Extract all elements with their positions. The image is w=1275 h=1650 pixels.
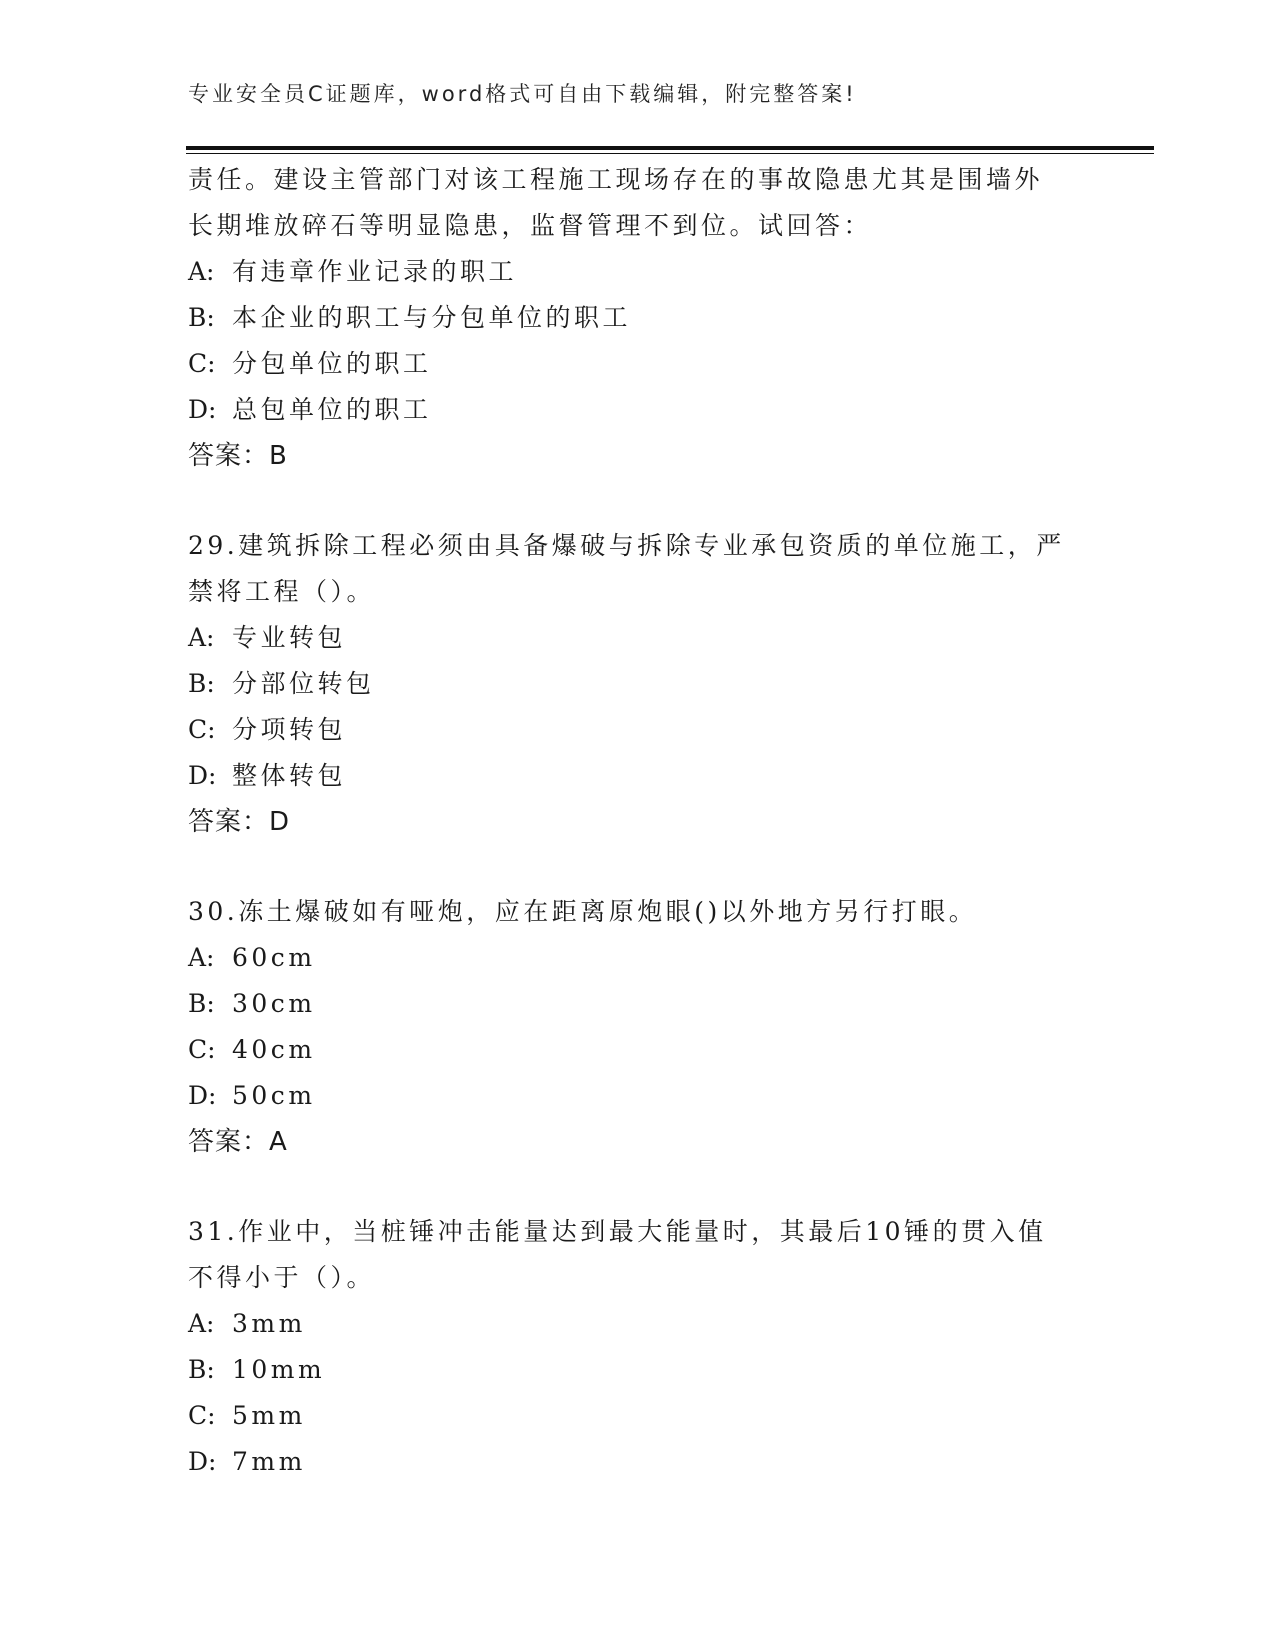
option-text: 有违章作业记录的职工: [232, 257, 518, 286]
option-text: 10mm: [232, 1355, 326, 1384]
question-block: [188, 157, 1088, 479]
header-rule-thick: [186, 146, 1154, 150]
option-key: A:: [188, 943, 215, 972]
option-d: [188, 1439, 1088, 1485]
option-text: 7mm: [232, 1447, 306, 1476]
answer-line: 答案：B: [188, 441, 288, 471]
option-key: B:: [188, 1355, 215, 1384]
question-text-line: 禁将工程（）。: [188, 577, 376, 606]
question-content: [188, 157, 1088, 1485]
spacer: [188, 479, 1088, 523]
option-c: [188, 707, 1088, 753]
spacer: [188, 1165, 1088, 1209]
option-text: 60cm: [232, 943, 316, 972]
option-text: 5mm: [232, 1401, 306, 1430]
option-text: 3mm: [232, 1309, 306, 1338]
answer-line: 答案：D: [188, 807, 291, 837]
option-text: 40cm: [232, 1035, 316, 1064]
option-key: A:: [188, 257, 215, 286]
option-text: 本企业的职工与分包单位的职工: [232, 303, 632, 332]
option-a: [188, 249, 1088, 295]
option-text: 30cm: [232, 989, 316, 1018]
option-text: 分包单位的职工: [232, 349, 432, 378]
option-text: 50cm: [232, 1081, 316, 1110]
option-key: D:: [188, 1447, 217, 1476]
question-text-line: 责任。建设主管部门对该工程施工现场存在的事故隐患尤其是围墙外: [188, 165, 1044, 194]
option-c: [188, 341, 1088, 387]
option-a: [188, 935, 1088, 981]
option-d: [188, 1073, 1088, 1119]
question-text-line: 不得小于（）。: [188, 1263, 376, 1292]
option-a: [188, 615, 1088, 661]
question-block: [188, 1209, 1088, 1485]
option-key: D:: [188, 1081, 217, 1110]
option-c: [188, 1027, 1088, 1073]
option-key: C:: [188, 715, 216, 744]
option-a: [188, 1301, 1088, 1347]
question-text-line: 31.作业中，当桩锤冲击能量达到最大能量时，其最后10锤的贯入值: [188, 1217, 1047, 1246]
header-rule-thin: [186, 153, 1154, 154]
option-text: 分项转包: [232, 715, 347, 744]
option-key: B:: [188, 303, 215, 332]
question-text-line: 长期堆放碎石等明显隐患，监督管理不到位。试回答：: [188, 211, 873, 240]
option-key: C:: [188, 349, 216, 378]
question-text-line: 29.建筑拆除工程必须由具备爆破与拆除专业承包资质的单位施工，严: [188, 531, 1065, 560]
option-text: 专业转包: [232, 623, 347, 652]
option-d: [188, 753, 1088, 799]
answer-line: 答案：A: [188, 1127, 288, 1157]
option-key: D:: [188, 395, 217, 424]
option-key: B:: [188, 989, 215, 1018]
option-d: [188, 387, 1088, 433]
option-key: A:: [188, 1309, 215, 1338]
option-key: C:: [188, 1035, 216, 1064]
option-key: C:: [188, 1401, 216, 1430]
page-header: 专业安全员C证题库，word格式可自由下载编辑，附完整答案!: [188, 82, 857, 106]
option-b: [188, 661, 1088, 707]
spacer: [188, 845, 1088, 889]
option-c: [188, 1393, 1088, 1439]
option-b: [188, 295, 1088, 341]
option-key: D:: [188, 761, 217, 790]
option-text: 整体转包: [232, 761, 347, 790]
option-b: [188, 1347, 1088, 1393]
question-block: [188, 889, 1088, 1165]
option-key: B:: [188, 669, 215, 698]
option-text: 分部位转包: [232, 669, 375, 698]
option-key: A:: [188, 623, 215, 652]
option-text: 总包单位的职工: [232, 395, 432, 424]
question-block: [188, 523, 1088, 845]
question-text-line: 30.冻土爆破如有哑炮，应在距离原炮眼()以外地方另行打眼。: [188, 897, 978, 926]
option-b: [188, 981, 1088, 1027]
